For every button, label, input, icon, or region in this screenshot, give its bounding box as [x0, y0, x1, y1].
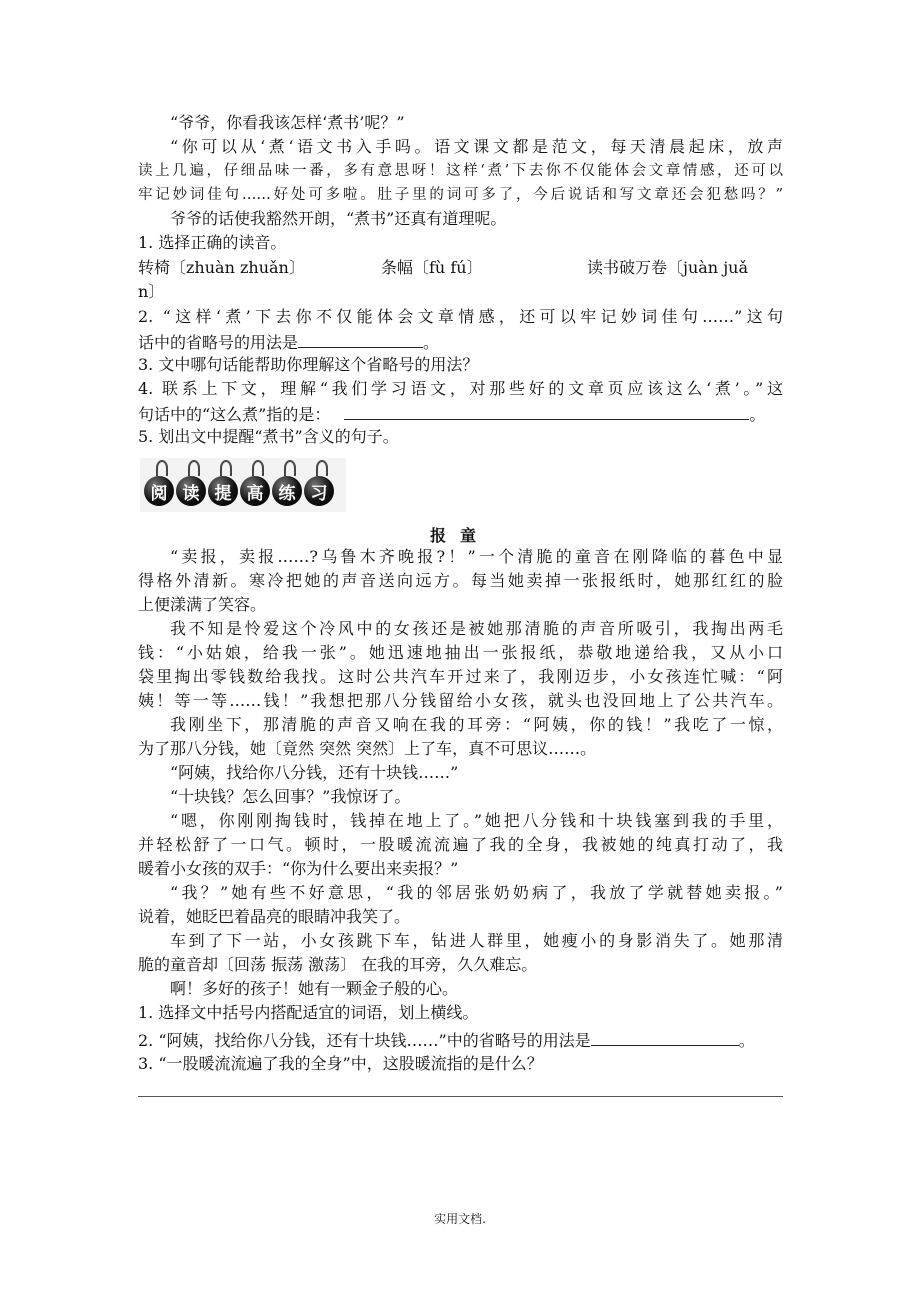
paragraph-line: “爷爷，你看我该怎样‘煮书’呢？”	[170, 113, 405, 132]
story-line: 车到了下一站，小女孩跳下车，钻进人群里，她瘦小的身影消失了。她那清	[170, 931, 783, 950]
paragraph-line: 爷爷的话使我豁然开朗，“煮书”还真有道理呢。	[170, 209, 507, 228]
answer-blank[interactable]	[344, 403, 749, 420]
question-2: 2. “这样‘煮’下去你不仅能体会文章情感，还可以牢记妙词佳句……”这句	[138, 307, 783, 326]
page-footer: 实用文档.	[434, 1212, 486, 1226]
question-1: 1. 选择正确的读音。	[138, 233, 287, 252]
question-3: 3. 文中哪句话能帮助你理解这个省略号的用法？	[138, 355, 479, 374]
story-line: 并轻松舒了一口气。顿时，一股暖流流遍了我的全身，我被她的纯真打动了，我	[138, 835, 783, 854]
story-question-2	[138, 1029, 848, 1051]
text: 话中的省略号的用法是	[138, 333, 299, 352]
story-question-3: 3. “一股暖流流遍了我的全身”中，这股暖流指的是什么？	[138, 1054, 543, 1073]
banner-bomb-icon: 读	[176, 476, 206, 506]
option: 转椅〔zhuàn zhuǎn〕	[138, 258, 305, 277]
reading-practice-banner	[140, 458, 346, 512]
answer-blank[interactable]	[298, 331, 423, 348]
story-line: “卖报，卖报……?乌鲁木齐晚报?！”一个清脆的童音在刚降临的暮色中显	[170, 547, 783, 566]
option: 读书破万卷〔juàn juǎ	[587, 258, 749, 277]
story-line: 姨！等一等……钱！”我想把那八分钱留给小女孩，就头也没回地上了公共汽车。	[138, 691, 783, 710]
banner-bomb-icon: 习	[304, 476, 334, 506]
text: 。	[738, 1031, 755, 1050]
text: 句话中的“这么煮”指的是：	[138, 405, 331, 424]
story-line: 得格外清新。寒冷把她的声音送向远方。每当她卖掉一张报纸时，她那红红的脸	[138, 571, 783, 590]
answer-blank[interactable]	[591, 1029, 739, 1046]
story-line: 为了那八分钱，她〔竟然 突然 突然〕上了车，真不可思议……。	[138, 739, 597, 758]
story-line: 袋里掏出零钱数给我找。这时公共汽车开过来了，我刚迈步，小女孩连忙喊：“阿	[138, 667, 783, 686]
banner-bomb-icon: 高	[240, 476, 270, 506]
paragraph-line: “你可以从‘煮‘语文书入手吗。语文课文都是范文，每天清晨起床，放声	[170, 137, 783, 156]
paragraph-line: 牢记妙词佳句……好处可多啦。肚子里的词可多了，今后说话和写文章还会犯愁吗？”	[138, 187, 783, 203]
story-line: 我不知是怜爱这个冷风中的女孩还是被她那清脆的声音所吸引，我掏出两毛	[170, 619, 783, 638]
text: 。	[423, 333, 440, 352]
story-title: 报童	[429, 526, 490, 545]
story-line: “我？”她有些不好意思，“我的邻居张奶奶病了，我放了学就替她卖报。”	[170, 883, 783, 902]
story-line: “阿姨，找给你八分钱，还有十块钱……”	[170, 763, 459, 782]
story-line: 上便漾满了笑容。	[138, 595, 267, 614]
text: 。	[749, 405, 766, 424]
question-2-cont	[138, 331, 783, 353]
paragraph-line: 读上几遍，仔细品味一番，多有意思呀！这样‘煮’下去你不仅能体会文章情感，还可以	[138, 163, 783, 179]
option-wrap: n〕	[138, 282, 165, 301]
question-5: 5. 划出文中提醒“煮书”含义的句子。	[138, 427, 399, 446]
story-line: 我刚坐下，那清脆的声音又响在我的耳旁：“阿姨，你的钱！”我吃了一惊，	[170, 715, 783, 734]
story-line: 啊！多好的孩子！她有一颗金子般的心。	[170, 979, 459, 998]
question-4: 4. 联系上下文，理解“我们学习语文，对那些好的文章页应该这么‘煮’。”这	[138, 379, 783, 398]
story-line: 说着，她眨巴着晶亮的眼睛冲我笑了。	[138, 907, 411, 926]
story-line: “十块钱？怎么回事？”我惊讶了。	[170, 787, 411, 806]
story-line: 暖着小女孩的双手：“你为什么要出来卖报？”	[138, 859, 459, 878]
story-line: “嗯，你刚刚掏钱时，钱掉在地上了。”她把八分钱和十块钱塞到我的手里，	[170, 811, 783, 830]
question-4-cont	[138, 403, 818, 425]
answer-line[interactable]	[138, 1096, 783, 1097]
banner-bomb-icon: 阅	[144, 476, 174, 506]
banner-bomb-icon: 练	[272, 476, 302, 506]
text: 2. “阿姨，找给你八分钱，还有十块钱……”中的省略号的用法是	[138, 1031, 591, 1050]
story-question-1: 1. 选择文中括号内搭配适宜的词语，划上横线。	[138, 1003, 479, 1022]
story-line: 钱：“小姑娘，给我一张”。她迅速地抽出一张报纸，恭敬地递给我，又从小口	[138, 643, 783, 662]
banner-bomb-icon: 提	[208, 476, 238, 506]
option: 条幅〔fù fú〕	[381, 258, 483, 277]
story-line: 脆的童音却〔回荡 振荡 激荡〕 在我的耳旁，久久难忘。	[138, 955, 538, 974]
